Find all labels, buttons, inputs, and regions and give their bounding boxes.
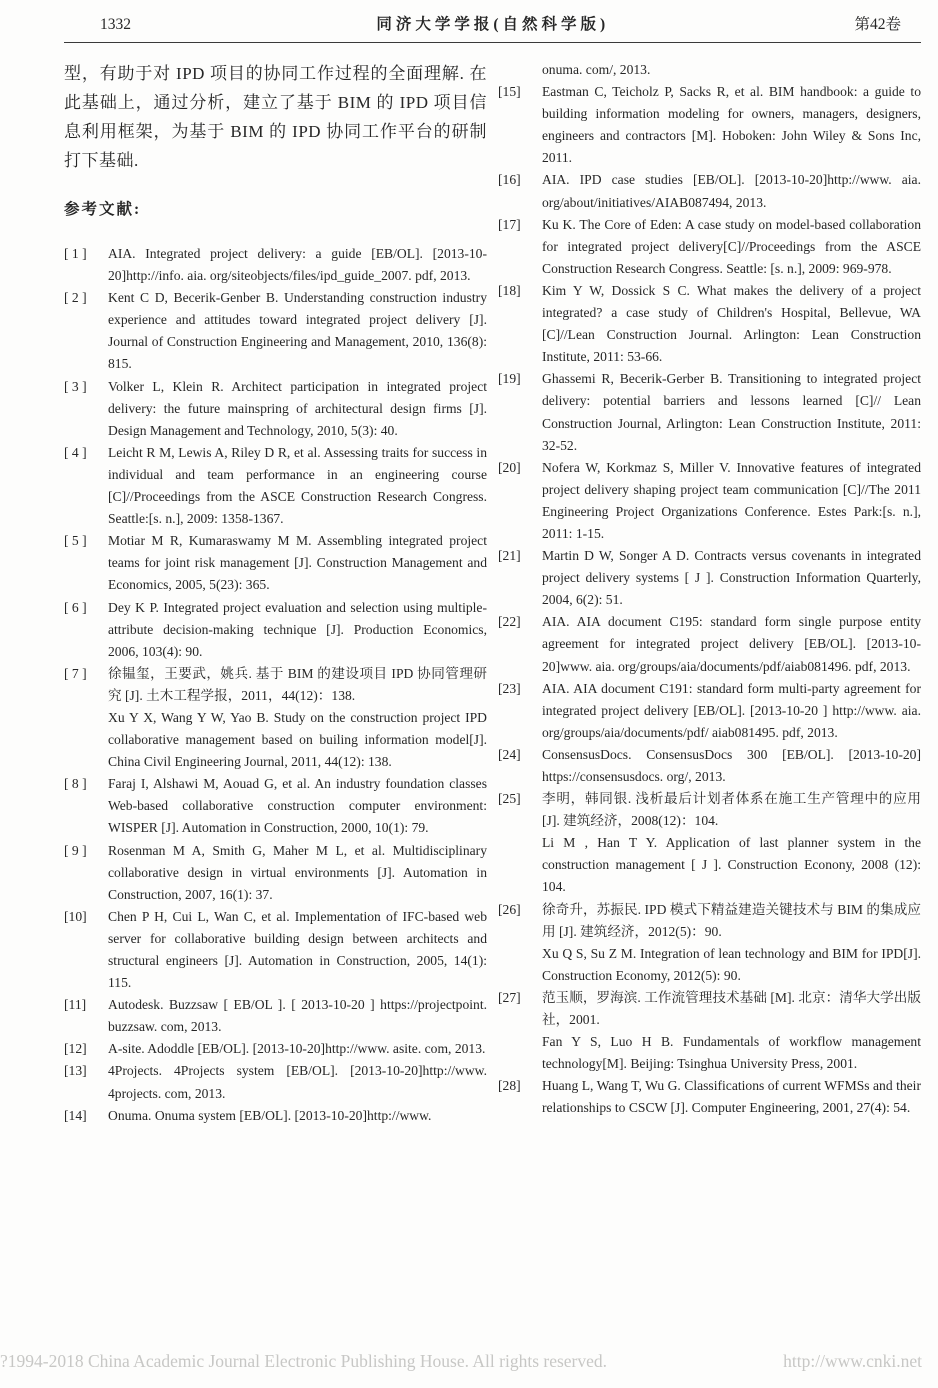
reference-label: [13] [64, 1063, 87, 1079]
reference-paragraphs [108, 1038, 487, 1060]
reference-text: 徐韫玺，王要武，姚兵. 基于 BIM 的建设项目 IPD 协同管理研究 [J]. 土木工程学报，2011，44(12)：138. [108, 665, 487, 703]
reference-text: Xu Q S, Su Z M. Integration of lean technology and BIM for IPD[J]. Construction Economy, 2012(5): 90. [542, 945, 921, 983]
reference-text: ConsensusDocs. ConsensusDocs 300 [EB/OL]. [2013-10-20] https://consensusdocs. org/, 2013. [542, 746, 921, 784]
watermark-url: http://www.cnki.net [783, 1351, 922, 1371]
reference-item [64, 840, 487, 906]
reference-text: Volker L, Klein R. Architect participation in integrated project delivery: the future mainspring of architectural design firms [J]. Design Management and Technology, 2010, 5(3): 40. [108, 378, 487, 438]
reference-item [64, 1060, 487, 1104]
reference-item [64, 530, 487, 596]
reference-label: [ 9 ] [64, 842, 87, 858]
page-header [64, 8, 921, 34]
reference-item [64, 597, 487, 663]
reference-label: [ 1 ] [64, 246, 87, 261]
reference-text: Huang L, Wang T, Wu G. Classifications of current WFMSs and their relationships to CSCW [J]. Computer Engineering, 2001, 27(4): 54. [542, 1078, 921, 1116]
reference-paragraphs [542, 678, 921, 744]
reference-item [64, 773, 487, 839]
reference-label: [21] [498, 548, 521, 564]
reference-item [64, 287, 487, 375]
reference-text: Dey K P. Integrated project evaluation and selection using multiple-attribute decision-making technique [J]. Production Economics, 2006, 103(4): 90. [108, 599, 487, 659]
reference-label: [28] [498, 1078, 521, 1094]
reference-label: [22] [498, 614, 521, 630]
reference-label: [19] [498, 371, 521, 387]
reference-paragraphs [542, 611, 921, 677]
reference-text: AIA. AIA document C191: standard form multi-party agreement for integrated project delivery [EB/OL]. [2013-10-20 ] http://www. aia. org/groups/aia/documents/pdf/ aiab081495. pdf, 2013. [542, 680, 921, 740]
reference-label: [ 8 ] [64, 776, 87, 792]
reference-paragraphs [108, 773, 487, 839]
reference-item [64, 663, 487, 773]
two-column-body [64, 43, 921, 1127]
reference-paragraphs [542, 457, 921, 545]
reference-item [498, 987, 921, 1075]
reference-paragraphs [108, 994, 487, 1038]
right-column [498, 59, 921, 1127]
reference-label: [ 7 ] [64, 665, 87, 681]
reference-label: [16] [498, 172, 521, 188]
reference-paragraphs [542, 744, 921, 788]
reference-label: [18] [498, 282, 521, 298]
reference-item [498, 214, 921, 280]
page-number: 1332 [100, 16, 131, 33]
reference-paragraphs [108, 663, 487, 773]
reference-paragraphs [542, 59, 921, 81]
reference-item [64, 1038, 487, 1060]
reference-text: Faraj I, Alshawi M, Aouad G, et al. An industry foundation classes Web-based collaborative construction computer environment: WISPER [J]. Automation in Construction, 2000, 10(1): 79. [108, 776, 487, 836]
reference-paragraphs [542, 81, 921, 169]
reference-text: Kent C D, Becerik-Genber B. Understanding construction industry experience and attitudes toward integrated project delivery [J]. Journal of Construction Engineering and Management, 2010, 136(8): 815. [108, 290, 487, 372]
journal-title: 同济大学学报(自然科学版) [376, 16, 610, 33]
reference-text: Autodesk. Buzzsaw [ EB/OL ]. [ 2013-10-20 ] https://projectpoint. buzzsaw. com, 2013. [108, 997, 487, 1035]
reference-text: 李明，韩同银. 浅析最后计划者体系在施工生产管理中的应用 [J]. 建筑经济，2008(12)：104. [542, 791, 921, 829]
reference-label: [ 6 ] [64, 599, 87, 615]
reference-paragraphs [108, 530, 487, 596]
reference-item [64, 1105, 487, 1127]
references-column-left [64, 243, 487, 1127]
conclusion-paragraph: 型，有助于对 IPD 项目的协同工作过程的全面理解. 在此基础上，通过分析，建立了基于 BIM 的 IPD 项目信息利用框架，为基于 BIM 的 IPD 协同工作平台的研制打下基础. [64, 64, 487, 170]
reference-paragraphs [108, 597, 487, 663]
references-column-right [498, 59, 921, 1120]
reference-paragraphs [108, 243, 487, 287]
reference-item [498, 899, 921, 987]
reference-paragraphs [542, 368, 921, 456]
reference-text: Leicht R M, Lewis A, Riley D R, et al. Assessing traits for success in individual and team performance in an engineering course [C]//Proceedings from the ASCE Construction Research Congress. Seattle:[s. n.], 2009: 1358-1367. [108, 444, 487, 527]
reference-paragraphs [108, 906, 487, 994]
reference-label: [10] [64, 908, 87, 924]
reference-text: Xu Y X, Wang Y W, Yao B. Study on the construction project IPD collaborative management based on builing information model[J]. China Civil Engineering Journal, 2011, 44(12): 138. [108, 709, 487, 770]
reference-text: Ghassemi R, Becerik-Gerber B. Transitioning to integrated project delivery: potential barriers and lessons learned [C]// Lean Construction Journal, Arlington: Lean Construction Institute, 2011: 32-52. [542, 371, 921, 453]
reference-item [64, 442, 487, 530]
reference-label: [27] [498, 989, 521, 1005]
reference-label: [24] [498, 746, 521, 762]
reference-item [498, 678, 921, 744]
cnki-watermark [0, 1351, 922, 1372]
reference-item [64, 906, 487, 994]
reference-item [498, 744, 921, 788]
reference-text: Rosenman M A, Smith G, Maher M L, et al. Multidisciplinary collaborative design in virtual environments [J]. Automation in Construction, 2007, 16(1): 37. [108, 842, 487, 902]
reference-label: [17] [498, 216, 521, 232]
reference-label: [15] [498, 84, 521, 100]
reference-item [498, 457, 921, 545]
reference-item [64, 243, 487, 287]
reference-paragraphs [542, 169, 921, 213]
reference-label: [ 3 ] [64, 378, 87, 394]
reference-paragraphs [108, 376, 487, 442]
reference-paragraphs [108, 1060, 487, 1104]
reference-text: AIA. IPD case studies [EB/OL]. [2013-10-20]http://www. aia. org/about/initiatives/AIAB087494, 2013. [542, 172, 921, 210]
reference-item [498, 1075, 921, 1119]
reference-text: Chen P H, Cui L, Wan C, et al. Implementation of IFC-based web server for collaborative building design between architects and structural engineers [J]. Automation in Construction, 2005, 14(1): 115. [108, 908, 487, 991]
reference-text: Li M , Han T Y. Application of last planner system in the construction management [ J ]. Construction Econony, 2008 (12): 104. [542, 835, 921, 895]
reference-label: [26] [498, 901, 521, 917]
reference-paragraphs [542, 1075, 921, 1119]
reference-text: Martin D W, Songer A D. Contracts versus covenants in integrated project delivery systems [ J ]. Construction Information Quarterly, 2004, 6(2): 51. [542, 548, 921, 608]
left-column [64, 59, 487, 1127]
reference-item [498, 788, 921, 898]
reference-label: [12] [64, 1041, 87, 1057]
reference-paragraphs [542, 214, 921, 280]
reference-paragraphs [542, 899, 921, 987]
reference-item [498, 545, 921, 611]
reference-text: Onuma. Onuma system [EB/OL]. [2013-10-20]http://www. [108, 1107, 432, 1123]
reference-text: A-site. Adoddle [EB/OL]. [2013-10-20]http://www. asite. com, 2013. [108, 1041, 486, 1057]
reference-paragraphs [542, 545, 921, 611]
reference-text: Motiar M R, Kumaraswamy M M. Assembling integrated project teams for joint risk management [J]. Construction Management and Economics, 2005, 5(23): 365. [108, 533, 487, 593]
reference-paragraphs [108, 442, 487, 530]
reference-paragraphs [542, 987, 921, 1075]
reference-text: 4Projects. 4Projects system [EB/OL]. [2013-10-20]http://www. 4projects. com, 2013. [108, 1063, 487, 1101]
reference-label: [11] [64, 997, 87, 1013]
reference-label: [23] [498, 680, 521, 696]
reference-text: Fan Y S, Luo H B. Fundamentals of workflow management technology[M]. Beijing: Tsinghua University Press, 2001. [542, 1034, 921, 1072]
watermark-copyright-text: ?1994-2018 China Academic Journal Electronic Publishing House. All rights reserved. [0, 1351, 608, 1371]
reference-paragraphs [542, 280, 921, 368]
reference-text: 范玉顺，罗海滨. 工作流管理技术基础 [M]. 北京：清华大学出版社，2001. [542, 989, 921, 1028]
reference-item [498, 611, 921, 677]
reference-item [498, 169, 921, 213]
reference-paragraphs [108, 840, 487, 906]
reference-label: [ 4 ] [64, 444, 87, 460]
reference-label: [ 2 ] [64, 290, 87, 306]
reference-item [64, 994, 487, 1038]
volume-label: 第42卷 [854, 16, 901, 33]
reference-text: 徐奇升，苏振民. IPD 模式下精益建造关键技术与 BIM 的集成应用 [J]. 建筑经济，2012(5)：90. [542, 901, 921, 939]
reference-item [498, 280, 921, 368]
reference-text: Eastman C, Teicholz P, Sacks R, et al. BIM handbook: a guide to building information modeling for owners, managers, designers, engineers and contractors [M]. Hoboken: John Wiley & Sons Inc, 2011. [542, 84, 921, 166]
reference-paragraphs [542, 788, 921, 898]
reference-paragraphs [108, 1105, 487, 1127]
reference-item [64, 376, 487, 442]
reference-text: AIA. AIA document C195: standard form single purpose entity agreement for integrated project delivery [EB/OL]. [2013-10-20]www. aia. org/groups/aia/documents/pdf/aiab081496. pdf, 2013. [542, 614, 921, 674]
reference-item [498, 368, 921, 456]
reference-text: AIA. Integrated project delivery: a guide [EB/OL]. [2013-10-20]http://info. aia. org/siteobjects/files/ipd_guide_2007. pdf, 2013. [108, 246, 487, 284]
references-heading: 参考文献: [64, 201, 142, 218]
reference-label: [14] [64, 1107, 87, 1123]
reference-text: Ku K. The Core of Eden: A case study on model-based collaboration for integrated project delivery[C]//Proceedings from the ASCE Construction Research Congress. Seattle: [s. n.], 2009: 969-978. [542, 216, 921, 276]
reference-label: [25] [498, 791, 521, 807]
reference-text: Kim Y W, Dossick S C. What makes the delivery of a project integrated? a case study of Children's Hospital, Bellevue, WA [C]//Lean Construction Journal. Arlington: Lean Construction Institute, 2011: 53-66. [542, 282, 921, 365]
reference-label: [20] [498, 459, 521, 475]
reference-paragraphs [108, 287, 487, 375]
reference-item [498, 59, 921, 81]
reference-item [498, 81, 921, 169]
reference-text: onuma. com/, 2013. [542, 62, 651, 77]
reference-label: [ 5 ] [64, 533, 87, 549]
reference-text: Nofera W, Korkmaz S, Miller V. Innovative features of integrated project delivery shaping project team communication [C]//The 2011 Engineering Project Organizations Conference. Estes Park:[s. n.], 2011: 1-15. [542, 459, 921, 541]
